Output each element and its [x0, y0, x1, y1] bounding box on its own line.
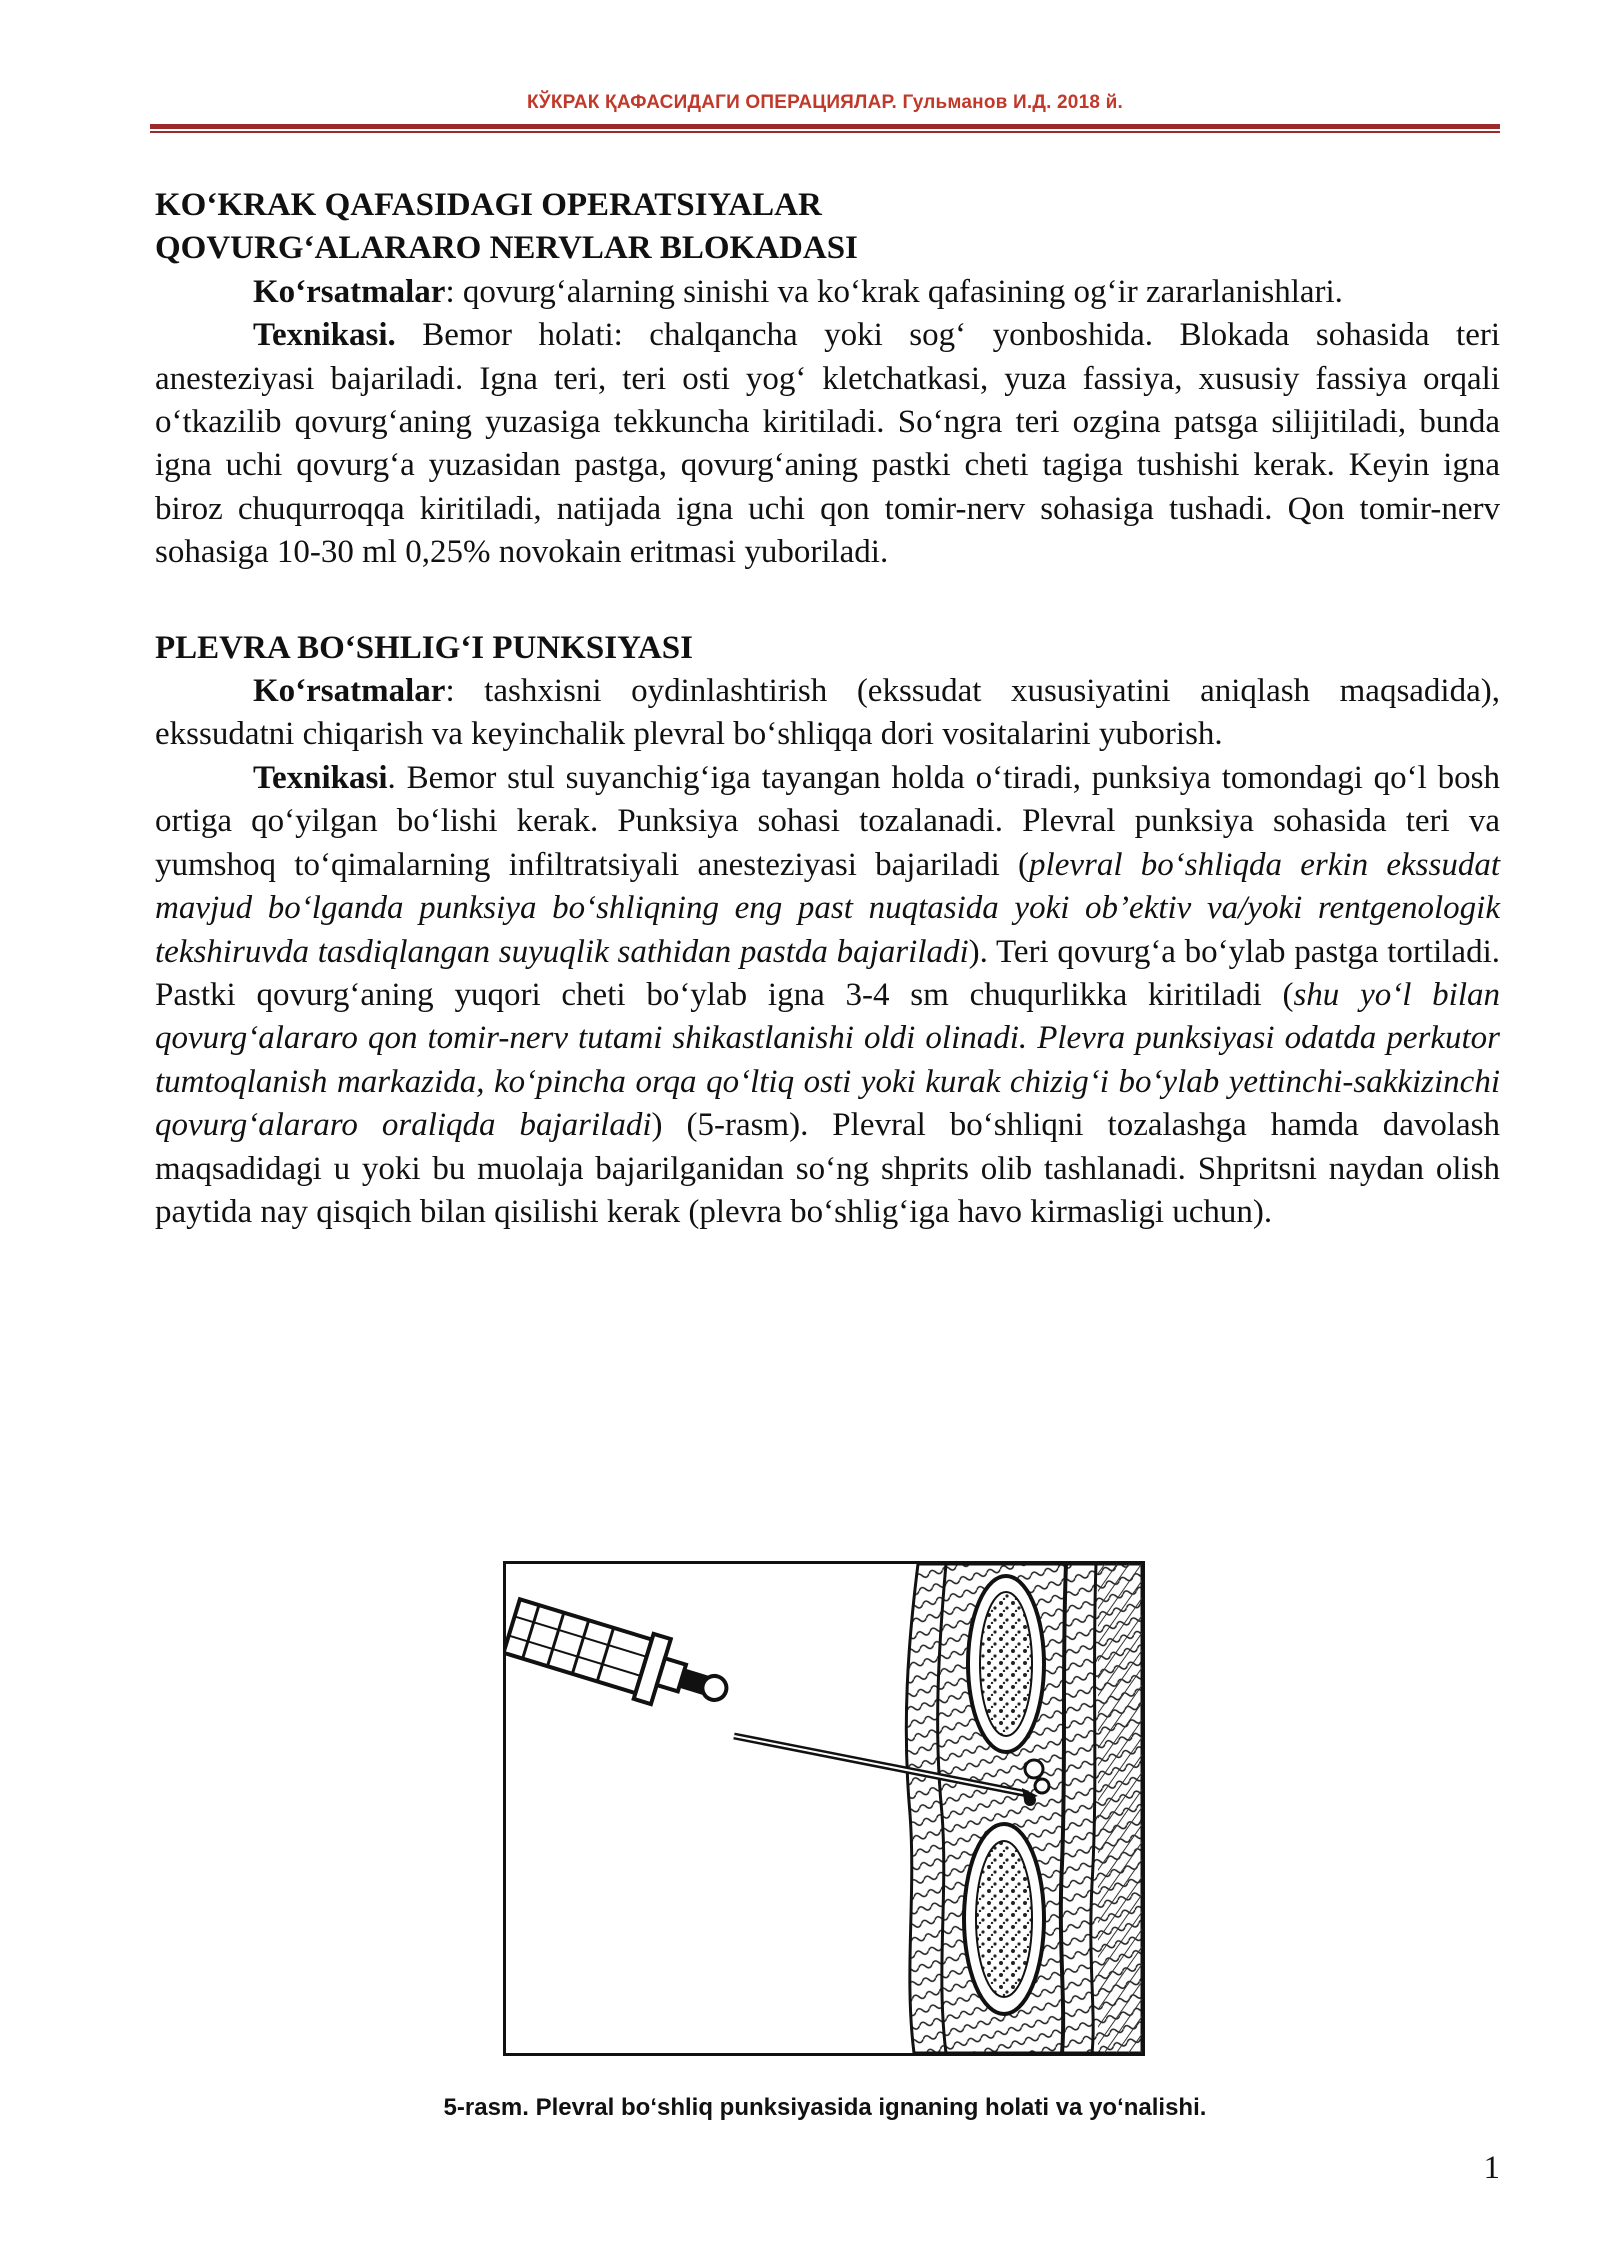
figure-pleural-puncture: [503, 1561, 1145, 2056]
label-indications: Ko‘rsatmalar: [253, 673, 446, 710]
text-indications: : qovurg‘alarning sinishi va ko‘krak qafasining og‘ir zararlanishlari.: [445, 273, 1343, 310]
page-title: KO‘KRAK QAFASIDAGI OPERATSIYALAR: [155, 187, 822, 223]
syringe: [506, 1593, 736, 1724]
text-technique-a: . Bemor stul suyanchig‘iga tayangan holda o‘tiradi, punksiya tomondagi qo‘l bosh ortiga qo‘yilgan bo‘lishi kerak. Punksiya sohasi tozalanadi. Plevral punksiya sohasida teri va yumshoq to‘qimalarning infiltratsiyali anesteziyasi bajariladi (: [155, 759, 1500, 883]
label-indications: Ko‘rsatmalar: [253, 273, 446, 310]
pleura-layer: [1098, 1564, 1142, 2053]
section-heading-blokada: QOVURG‘ALARARO NERVLAR BLOKADASI: [155, 230, 858, 267]
paragraph-indications-1: [155, 271, 1500, 314]
text-technique-italic-1: plevral bo‘shliqda erkin ekssudat mavjud bo‘lganda punksiya bo‘shliqning eng past nuqtasida yoki ob’ektiv va/yoki rentgenologik tekshiruvda tasdiqlangan suyuqlik sathidan pastda bajariladi: [155, 846, 1501, 970]
paragraph-indications-2: [155, 670, 1500, 757]
paragraph-technique-1: [155, 314, 1500, 574]
figure-caption: 5-rasm. Plevral bo‘shliq punksiyasida ignaning holati va yo‘nalishi.: [443, 2094, 1207, 2121]
page-number: 1: [1483, 2150, 1500, 2186]
text-technique-c: ). Teri qovurg‘a bo‘ylab pastga tortiladi. Pastki qovurg‘aning yuqori cheti bo‘ylab igna 3-4 sm chuqurlikka kiritiladi (: [155, 933, 1500, 1013]
label-technique: Texnikasi: [253, 759, 388, 796]
text-indications: : tashxisni oydinlashtirish (ekssudat xususiyatini aniqlash maqsadida), ekssudatni chiqarish va keyinchalik plevral bo‘shliqqa dori vositalarini yuborish.: [155, 673, 1500, 753]
pleural-puncture-illustration: [506, 1564, 1142, 2053]
text-technique: Bemor holati: chalqancha yoki sog‘ yonboshida. Blokada sohasida teri anesteziyasi bajariladi. Igna teri, teri osti yog‘ kletchatkasi, yuza fassiya, xususiy fassiya orqali o‘tkazilib qovurg‘aning yuzasiga tekkuncha kiritiladi. So‘ngra teri ozgina patsga silijitiladi, bunda igna uchi qovurg‘a yuzasidan pastga, qovurg‘aning pastki cheti tagiga tushishi kerak. Keyin igna biroz chuqurroqqa kiritiladi, natijada igna uchi qon tomir-nerv sohasiga tushadi. Qon tomir-nerv sohasiga 10-30 ml 0,25% novokain eritmasi yuboriladi.: [155, 317, 1500, 571]
running-header: КЎКРАК ҚАФАСИДАГИ ОПЕРАЦИЯЛАР. Гульманов И.Д. 2018 й.: [527, 92, 1123, 113]
section-heading-punksiya: PLEVRA BO‘SHLIG‘I PUNKSIYASI: [155, 629, 693, 666]
header-rule-thick: [150, 124, 1500, 129]
text-technique-italic-2: shu yo‘l bilan qovurg‘alararo qon tomir-nerv tutami shikastlanishi oldi olinadi. Plevra punksiyasi odatda perkutor tumtoqlanish markazida, ko‘pincha orqa qo‘ltiq osti yoki kurak chizig‘i bo‘ylab yettinchi-sakkizinchi qovurg‘alararo oraliqda bajariladi: [155, 976, 1500, 1144]
paragraph-technique-2: [155, 757, 1500, 1234]
text-technique-e: ) (5-rasm). Plevral bo‘shliqni tozalashga hamda davolash maqsadidagi u yoki bu muolaja bajarilganidan so‘ng shprits olib tashlanadi. Shpritsni naydan olish paytida nay qisqich bilan qisilishi kerak (plevra bo‘shlig‘iga havo kirmasligi uchun).: [155, 1107, 1501, 1230]
page-body: [155, 184, 1500, 1234]
header-rule-thin: [150, 131, 1500, 133]
label-technique: Texnikasi.: [253, 317, 396, 354]
